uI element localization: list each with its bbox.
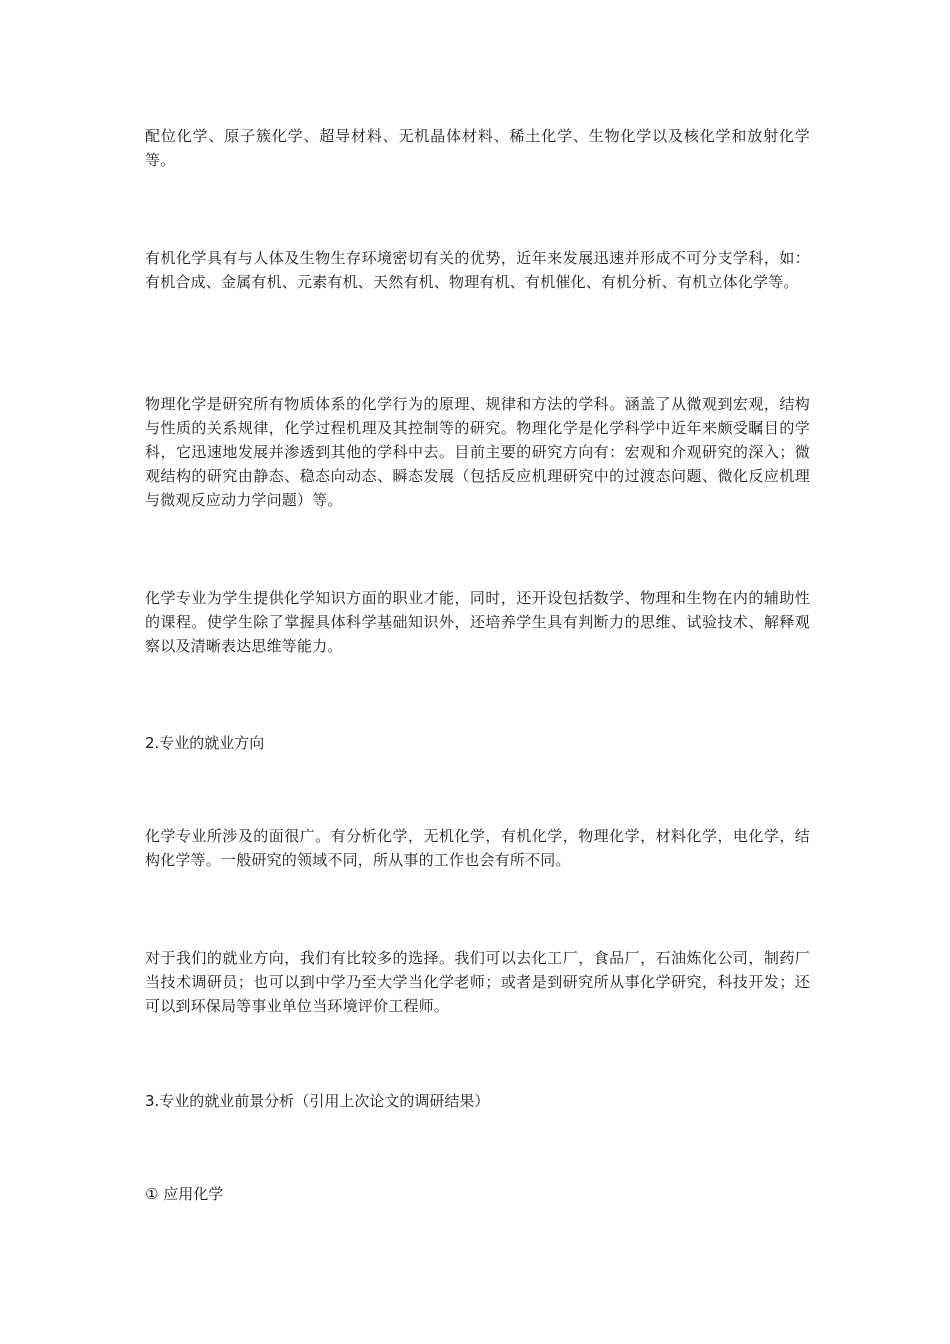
paragraph-fields-of-chemistry: 化学专业所涉及的面很广。有分析化学，无机化学，有机化学，物理化学，材料化学，电化学，结构化学等。一般研究的领域不同，所从事的工作也会有所不同。 [145, 827, 810, 869]
paragraph-organic-chemistry: 有机化学具有与人体及生物生存环境密切有关的优势，近年来发展迅速并形成不可分支学科，如：有机合成、金属有机、元素有机、天然有机、物理有机、有机催化、有机分析、有机立体化学等。 [145, 249, 810, 291]
paragraph-physical-chemistry: 物理化学是研究所有物质体系的化学行为的原理、规律和方法的学科。涵盖了从微观到宏观，结构与性质的关系规律，化学过程机理及其控制等的研究。物理化学是化学科学中近年来颇受瞩目的学科，它迅速地发展并渗透到其他的学科中去。目前主要的研究方向有：宏观和介观研究的深入；微观结构的研究由静态、稳态向动态、瞬态发展（包括反应机理研究中的过渡态问题、微化反应机理与微观反应动力学问题）等。 [145, 395, 810, 509]
heading-employment-prospects: 3.专业的就业前景分析（引用上次论文的调研结果） [145, 1092, 490, 1110]
heading-employment-direction: 2.专业的就业方向 [145, 734, 265, 752]
paragraph-coordination-chemistry: 配位化学、原子簇化学、超导材料、无机晶体材料、稀土化学、生物化学以及核化学和放射化学等。 [145, 127, 810, 169]
list-item-applied-chemistry: ① 应用化学 [145, 1185, 224, 1203]
paragraph-employment-choices: 对于我们的就业方向，我们有比较多的选择。我们可以去化工厂，食品厂，石油炼化公司，制药厂当技术调研员；也可以到中学乃至大学当化学老师；或者是到研究所从事化学研究，科技开发；还可以到环保局等事业单位当环境评价工程师。 [145, 949, 810, 1015]
paragraph-chemistry-major: 化学专业为学生提供化学知识方面的职业才能，同时，还开设包括数学、物理和生物在内的辅助性的课程。使学生除了掌握具体科学基础知识外，还培养学生具有判断力的思维、试验技术、解释观察以及清晰表达思维等能力。 [145, 589, 810, 655]
